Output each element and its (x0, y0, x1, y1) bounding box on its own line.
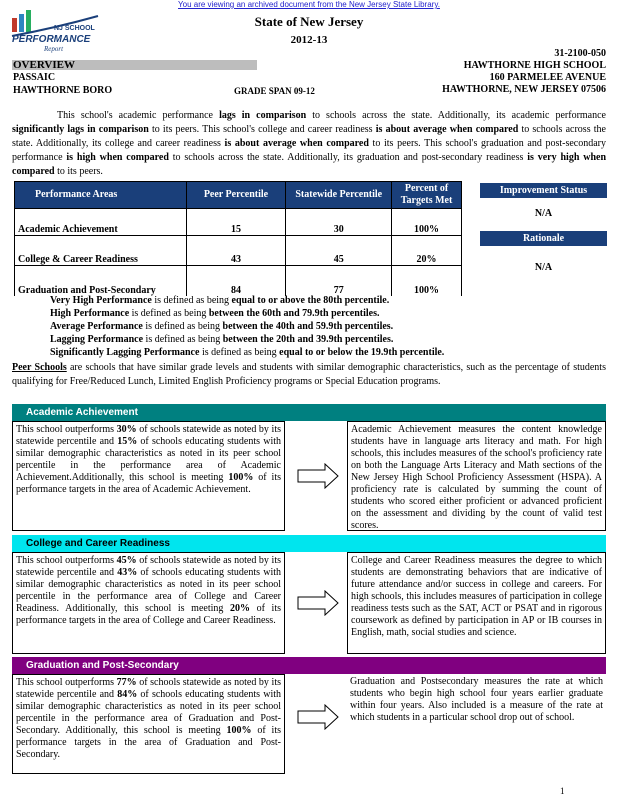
definition-item: Average Performance is defined as being between the 40th and 59.9th percentiles. (50, 321, 394, 332)
school-city: HAWTHORNE, NEW JERSEY 07506 (442, 84, 606, 95)
performance-definitions (50, 294, 570, 359)
rationale-value: N/A (534, 262, 553, 273)
definition-item: Lagging Performance is defined as being between the 20th and 39.9th percentiles. (50, 334, 394, 345)
improvement-status-value: N/A (534, 208, 553, 219)
section-college-career-readiness: College and Career Readiness (12, 535, 606, 552)
school-name: HAWTHORNE HIGH SCHOOL (463, 60, 606, 71)
logo-line1: NJ SCHOOL (54, 25, 95, 32)
college-description-box: College and Career Readiness measures the degree to which students are demonstrating behaviors that are indicative of future attendance and/or success in college and careers. For high schools, this includes measures of participation in college readiness tests such as the SAT, ACT or PSAT and in rigorous coursework as defined by participation in AP or IB courses in English, math, social studies and science. (347, 552, 606, 654)
header-targets-met: Percent of Targets Met (392, 182, 462, 209)
academic-summary-box: This school outperforms 30% of schools statewide as noted by its statewide percentile and 15% of schools educating students with similar demographic characteristics as noted in its peer school percentile in the performance area of Academic Achievement.Additionally, this school is meeting 100% of its performance targets in the area of Academic Achievement. (12, 421, 285, 531)
performance-table (14, 181, 462, 296)
archive-banner-link[interactable]: You are viewing an archived document from the New Jersey State Library. (178, 0, 440, 9)
summary-paragraph: This school's academic performance lags in comparison to schools across the state. Additionally, its academic performance significantly lags in comparison to its peers. This school's college and career readiness is about average when compared to schools across the state. Additionally, its college and career readiness is about average when compared to its peers. This school's graduation and post-secondary performance is high when compared to schools across the state. Additionally, its graduation and post-secondary readiness is very high when compared to its peers. (12, 110, 607, 177)
page-title: State of New Jersey (254, 14, 364, 29)
academic-description-box: Academic Achievement measures the content knowledge students have in language arts literacy and math. For high schools, this includes measures of the school's proficiency rate on both the Language Arts Literacy and Math sections of the New Jersey High School Proficiency Assessment (HSPA). A proficiency rate is calculated by summing the count of students who scored either proficient or advanced proficient on the assessment and dividing by the count of valid test scores. (347, 421, 606, 531)
district: HAWTHORNE BORO (13, 85, 113, 96)
page-number: 1 (560, 786, 565, 796)
logo-line3: Report (44, 45, 64, 53)
header-performance-areas: Performance Areas (15, 182, 187, 209)
college-summary-box: This school outperforms 45% of schools statewide as noted by its statewide percentile and 43% of schools educating students with similar demographic characteristics as noted in its peer school percentile in the performance area of College and Career Readiness. Additionally, this school is meeting 20% of its performance targets in the area of College and Career Readiness. (12, 552, 285, 654)
definition-item: Significantly Lagging Performance is defined as being equal to or below the 19.9th percentile. (50, 347, 445, 358)
table-row: Academic Achievement 15 30 100% (15, 209, 462, 236)
improvement-status-header: Improvement Status (480, 183, 607, 198)
section-academic-achievement: Academic Achievement (12, 404, 606, 421)
school-address: 160 PARMELEE AVENUE (489, 72, 606, 83)
rationale-header: Rationale (480, 231, 607, 246)
definition-item: Very High Performance is defined as being equal to or above the 80th percentile. (50, 295, 390, 306)
school-code: 31-2100-050 (554, 48, 606, 59)
grade-span: GRADE SPAN 09-12 (234, 86, 315, 96)
arrow-right-icon (297, 704, 339, 730)
logo-line2: PERFORMANCE (12, 34, 91, 45)
graduation-summary-box: This school outperforms 77% of schools statewide as noted by its statewide percentile and 84% of schools educating students with similar demographic characteristics as noted in its peer school percentile in the performance area of Graduation and Post-Secondary. Additionally, this school is meeting 100% of its performance targets in the area of Graduation and Post-Secondary. (12, 674, 285, 774)
definition-item: High Performance is defined as being between the 60th and 79.9th percentiles. (50, 308, 380, 319)
section-graduation-post-secondary: Graduation and Post-Secondary (12, 657, 606, 674)
county: PASSAIC (13, 72, 56, 83)
school-year: 2012-13 (290, 34, 328, 46)
header-peer-percentile: Peer Percentile (186, 182, 286, 209)
arrow-right-icon (297, 463, 339, 489)
arrow-right-icon (297, 590, 339, 616)
overview-heading: OVERVIEW (13, 59, 75, 71)
table-row: College & Career Readiness 43 45 20% (15, 236, 462, 266)
peer-schools-paragraph: Peer Schools are schools that have similar grade levels and students with similar demographic characteristics, such as the percentage of students qualifying for Free/Reduced Lunch, Limited English Proficiency programs or Special Education programs. (12, 362, 606, 387)
table-row: Graduation and Post-Secondary 84 77 100% (15, 266, 462, 296)
header-statewide-percentile: Statewide Percentile (286, 182, 392, 209)
graduation-description-box: Graduation and Postsecondary measures the rate at which students who begin high school four years earlier graduate within four years. Also included is a measure of the rate at which students in a particular school drop out of school. (350, 676, 603, 723)
